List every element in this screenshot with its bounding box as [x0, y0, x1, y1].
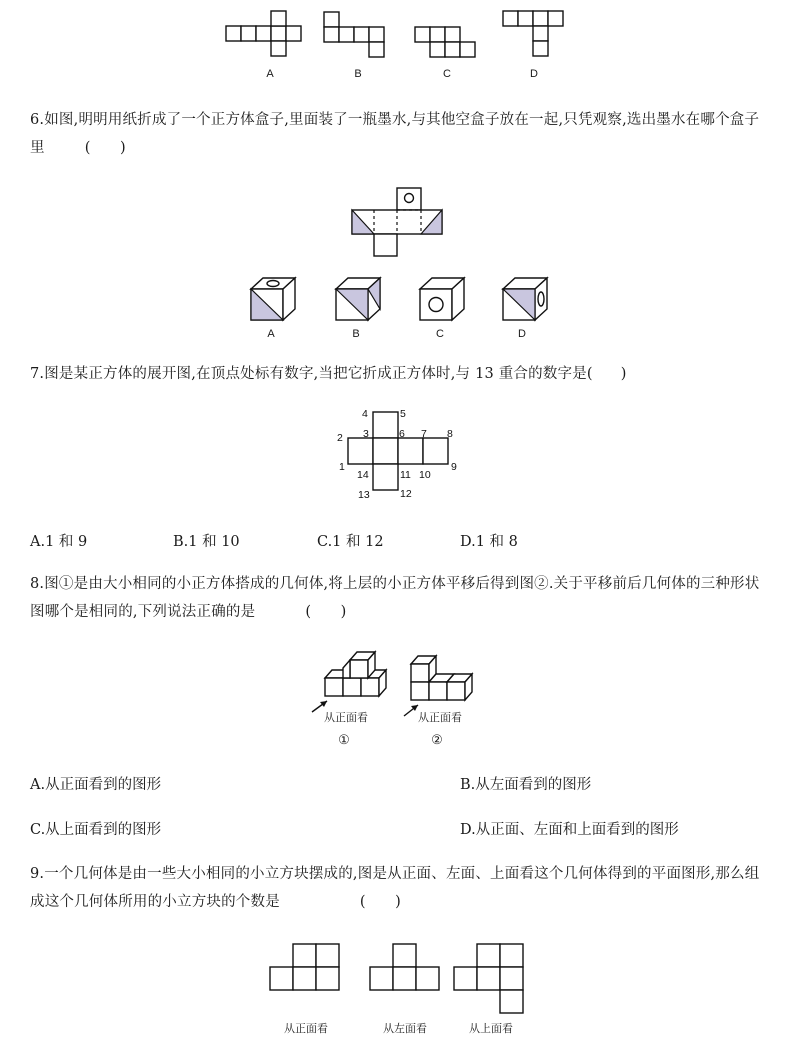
q8-question-text: 8.图①是由大小相同的小正方体搭成的几何体,将上层的小正方体平移后得到图②.关于平移前后几何体的三种形状图哪个是相同的,下列说法正确的是: [30, 576, 760, 620]
q7-vertex-14: 14: [357, 469, 369, 481]
q9-question-text: 9.一个几何体是由一些大小相同的小立方块摆成的,图是从正面、左面、上面看这个几何体得到的平面图形,那么组成这个几何体所用的小立方块的个数是: [30, 866, 760, 910]
q7-option-d[interactable]: D.1 和 8: [460, 534, 518, 550]
q7-option-a[interactable]: A.1 和 9: [30, 534, 88, 550]
q6-answer-blank[interactable]: ( ): [84, 140, 126, 156]
q5-label-d: D: [530, 68, 538, 80]
q6-label-c: C: [436, 328, 444, 340]
q7-vertex-12: 12: [400, 488, 412, 500]
q7-vertex-4: 4: [362, 408, 368, 420]
q8-option-c[interactable]: C.从上面看到的图形: [30, 822, 162, 838]
q8-fig1-number: ①: [338, 732, 350, 747]
q7-vertex-2: 2: [337, 432, 343, 444]
q7-vertex-6: 6: [399, 428, 405, 440]
q9-top-label: 从上面看: [469, 1022, 513, 1035]
q8-fig1-label: 从正面看: [324, 711, 368, 724]
q7-option-c[interactable]: C.1 和 12: [317, 534, 384, 550]
q8-fig2-number: ②: [431, 732, 443, 747]
q7-vertex-7: 7: [421, 428, 427, 440]
q7-vertex-1: 1: [339, 461, 345, 473]
q5-label-a: A: [266, 68, 274, 80]
q8-option-a[interactable]: A.从正面看到的图形: [30, 777, 162, 793]
q6-label-b: B: [352, 328, 360, 340]
q7-vertex-8: 8: [447, 428, 453, 440]
q7-vertex-10: 10: [419, 469, 431, 481]
q7-option-b[interactable]: B.1 和 10: [173, 534, 240, 550]
q7-vertex-3: 3: [363, 428, 369, 440]
q9-left-label: 从左面看: [383, 1022, 427, 1035]
q8-option-b[interactable]: B.从左面看到的图形: [460, 777, 592, 793]
q8-fig2-label: 从正面看: [418, 711, 462, 724]
q6-label-d: D: [518, 328, 526, 340]
q9-left-view: [370, 944, 439, 990]
q6-label-a: A: [267, 328, 275, 340]
q7-vertex-11: 11: [400, 469, 411, 481]
q9-top-view: [454, 944, 523, 1013]
q5-label-c: C: [443, 68, 451, 80]
q7-question-text: 7.图是某正方体的展开图,在顶点处标有数字,当把它折成正方体时,与 13 重合的数字是(: [30, 366, 593, 382]
q9-answer-blank[interactable]: ( ): [359, 894, 402, 910]
q5-label-b: B: [354, 68, 362, 80]
q9-front-label: 从正面看: [284, 1022, 328, 1035]
q8-option-d[interactable]: D.从正面、左面和上面看到的图形: [460, 822, 679, 838]
q9-front-view: [270, 944, 339, 990]
q7-vertex-13: 13: [358, 489, 370, 501]
q7-vertex-5: 5: [400, 408, 406, 420]
q8-answer-blank[interactable]: ( ): [305, 604, 347, 620]
q7-vertex-9: 9: [451, 461, 457, 473]
q7-answer-blank[interactable]: ): [620, 366, 627, 382]
q6-question-text: 6.如图,明明用纸折成了一个正方体盒子,里面装了一瓶墨水,与其他空盒子放在一起,只凭观察,选出墨水在哪个盒子里: [30, 112, 760, 156]
